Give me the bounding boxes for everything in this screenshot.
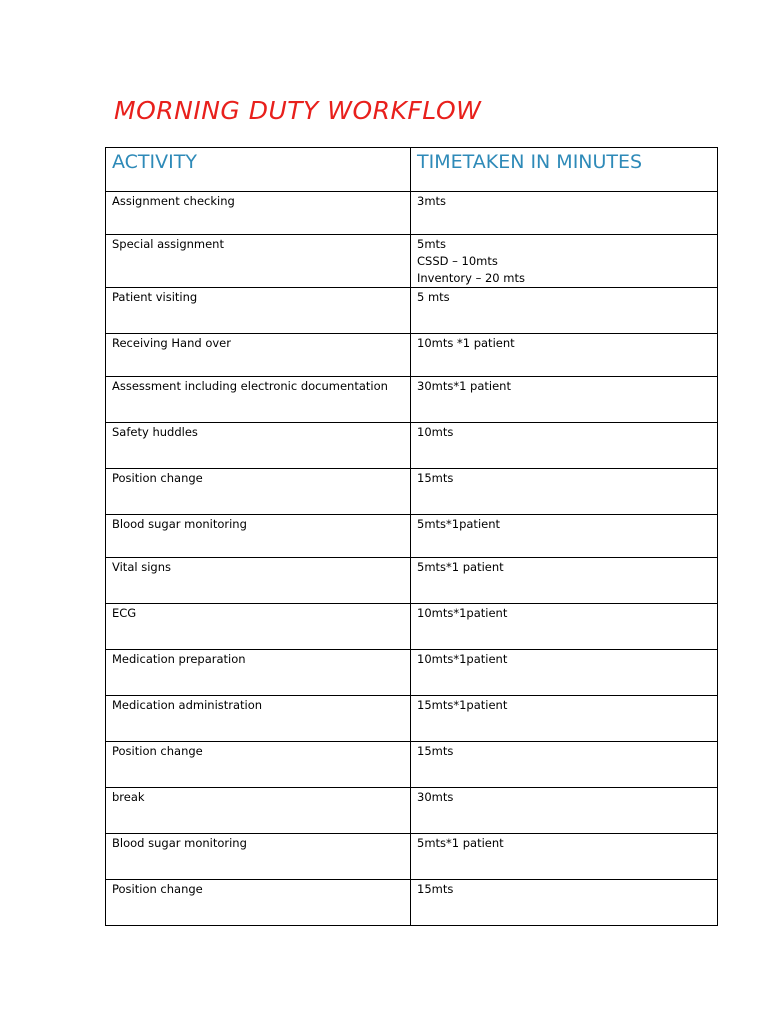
- time-cell: 5 mts: [411, 288, 718, 334]
- activity-cell: Patient visiting: [106, 288, 411, 334]
- table-row: [106, 377, 718, 423]
- table-row: [106, 423, 718, 469]
- time-line: 5mts: [417, 237, 447, 251]
- activity-cell: Receiving Hand over: [106, 334, 411, 377]
- activity-cell: Blood sugar monitoring: [106, 515, 411, 558]
- table-row: [106, 515, 718, 558]
- time-cell: [411, 235, 718, 288]
- table-row: [106, 604, 718, 650]
- time-cell: 10mts*1patient: [411, 604, 718, 650]
- time-cell: 15mts: [411, 469, 718, 515]
- time-cell: 10mts *1 patient: [411, 334, 718, 377]
- activity-cell: Vital signs: [106, 558, 411, 604]
- table-row: [106, 235, 718, 288]
- time-cell: 15mts: [411, 742, 718, 788]
- time-cell: 15mts*1patient: [411, 696, 718, 742]
- time-cell: 30mts*1 patient: [411, 377, 718, 423]
- activity-cell: Position change: [106, 880, 411, 926]
- activity-cell: Medication preparation: [106, 650, 411, 696]
- table-row: [106, 558, 718, 604]
- table-row: [106, 696, 718, 742]
- time-cell: 15mts: [411, 880, 718, 926]
- time-line: Inventory – 20 mts: [417, 271, 525, 285]
- table-row: [106, 880, 718, 926]
- table-row: [106, 469, 718, 515]
- table-row: [106, 834, 718, 880]
- time-cell: 10mts: [411, 423, 718, 469]
- activity-cell: Safety huddles: [106, 423, 411, 469]
- workflow-table: [105, 147, 718, 926]
- activity-cell: Position change: [106, 742, 411, 788]
- table-row: [106, 334, 718, 377]
- activity-cell: break: [106, 788, 411, 834]
- activity-cell: Medication administration: [106, 696, 411, 742]
- activity-cell: ECG: [106, 604, 411, 650]
- table-row: [106, 650, 718, 696]
- time-cell: 5mts*1patient: [411, 515, 718, 558]
- table-row: [106, 788, 718, 834]
- table-row: [106, 288, 718, 334]
- time-cell: 5mts*1 patient: [411, 834, 718, 880]
- table-header-row: [106, 148, 718, 192]
- document-title: MORNING DUTY WORKFLOW: [114, 96, 482, 125]
- activity-cell: Assessment including electronic documentation: [106, 377, 411, 423]
- time-cell: 10mts*1patient: [411, 650, 718, 696]
- activity-cell: Blood sugar monitoring: [106, 834, 411, 880]
- table-row: [106, 742, 718, 788]
- time-line: CSSD – 10mts: [417, 254, 498, 268]
- header-activity: ACTIVITY: [106, 148, 411, 192]
- activity-cell: Position change: [106, 469, 411, 515]
- time-cell: 30mts: [411, 788, 718, 834]
- header-time-taken: TIMETAKEN IN MINUTES: [411, 148, 718, 192]
- time-cell: 3mts: [411, 192, 718, 235]
- activity-cell: Special assignment: [106, 235, 411, 288]
- time-cell: 5mts*1 patient: [411, 558, 718, 604]
- activity-cell: Assignment checking: [106, 192, 411, 235]
- table-row: [106, 192, 718, 235]
